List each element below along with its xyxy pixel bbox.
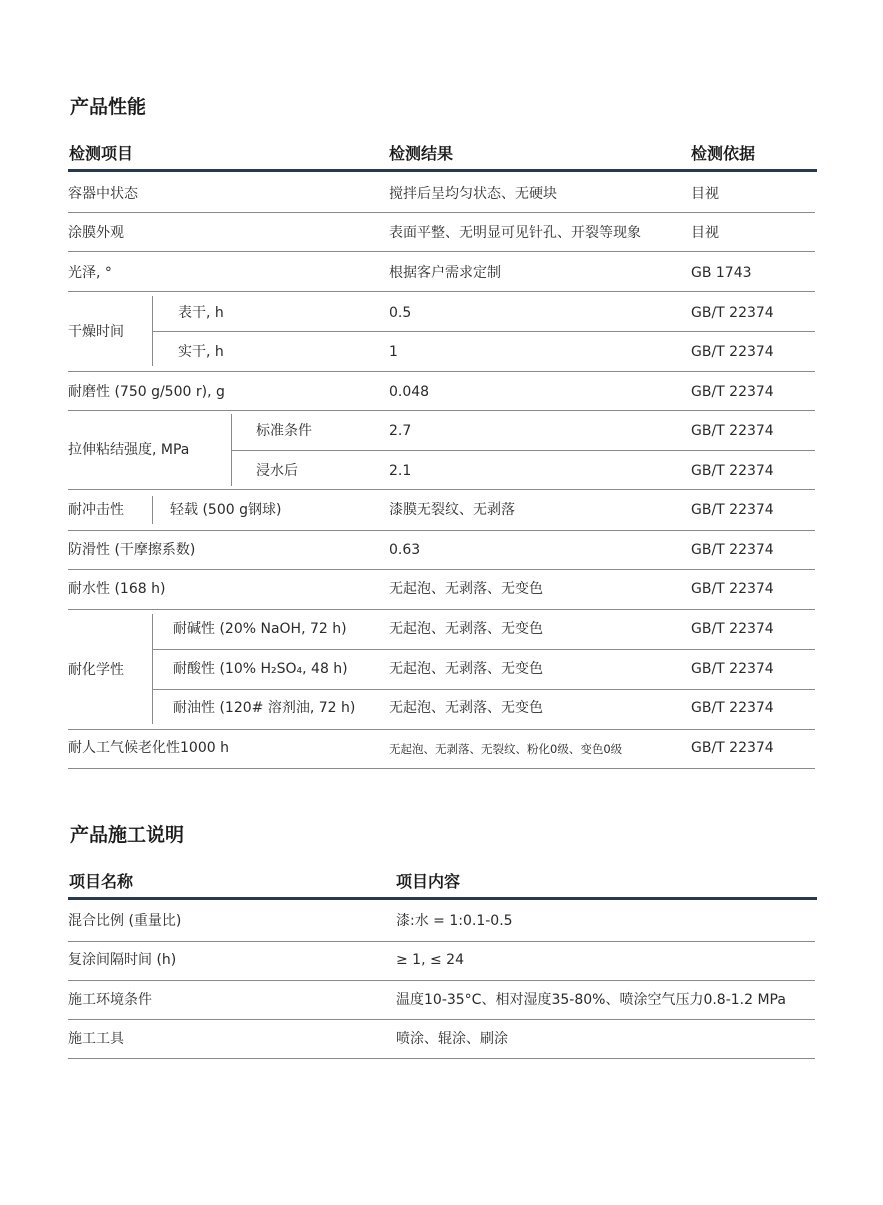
row-container-result: 搅拌后呈均匀状态、无硬块 [389,186,557,202]
row-water-item: 耐水性 (168 h) [68,581,166,597]
row-divider [68,410,815,411]
row-chemical-acid-basis: GB/T 22374 [691,661,774,677]
row-divider [68,1019,815,1020]
row-chemical-oil-result: 无起泡、无剥落、无变色 [389,700,543,716]
drying-divider [152,296,153,366]
row-divider [68,941,815,942]
row-tensile-soaked-result: 2.1 [389,463,412,479]
row-chemical-acid-result: 无起泡、无剥落、无变色 [389,661,543,677]
app-row-content: 漆:水 = 1:0.1-0.5 [396,913,513,929]
header-basis: 检测依据 [691,144,756,163]
row-impact-item: 耐冲击性 [68,502,124,518]
row-tensile-standard-result: 2.7 [389,423,412,439]
application-title: 产品施工说明 [70,824,185,846]
app-row-content: 温度10-35°C、相对湿度35-80%、喷涂空气压力0.8-1.2 MPa [396,992,786,1008]
row-divider [153,649,815,650]
row-divider [68,1058,815,1059]
row-weather-item: 耐人工气候老化性1000 h [68,740,229,756]
app-header-name: 项目名称 [69,872,134,891]
row-gloss-basis: GB 1743 [691,265,752,281]
row-divider [68,569,815,570]
performance-header-rule [68,169,817,172]
row-water-basis: GB/T 22374 [691,581,774,597]
row-divider [68,212,815,213]
row-divider [68,251,815,252]
application-header-rule [68,897,817,900]
row-divider [68,609,815,610]
row-drying-surface-sub: 表干, h [178,305,224,321]
row-film-result: 表面平整、无明显可见针孔、开裂等现象 [389,225,641,241]
app-header-content: 项目内容 [396,872,461,891]
app-row-content: 喷涂、辊涂、刷涂 [396,1031,508,1047]
row-chemical-alkali-basis: GB/T 22374 [691,621,774,637]
row-chemical-item: 耐化学性 [68,662,124,678]
row-tensile-soaked-sub: 浸水后 [256,463,298,479]
app-row-content: ≥ 1, ≤ 24 [396,952,464,968]
row-divider [153,331,815,332]
row-drying-hard-result: 1 [389,344,398,360]
row-slip-basis: GB/T 22374 [691,542,774,558]
row-slip-result: 0.63 [389,542,421,558]
app-row-name: 施工环境条件 [68,992,152,1008]
row-slip-item: 防滑性 (干摩擦系数) [68,542,196,558]
impact-divider [152,496,153,524]
header-result: 检测结果 [389,144,454,163]
row-impact-sub: 轻载 (500 g钢球) [170,502,282,518]
tensile-divider [231,414,232,486]
row-tensile-soaked-basis: GB/T 22374 [691,463,774,479]
row-film-basis: 目视 [691,225,719,241]
row-abrasion-item: 耐磨性 (750 g/500 r), g [68,384,225,400]
row-tensile-standard-basis: GB/T 22374 [691,423,774,439]
row-divider [68,768,815,769]
row-gloss-item: 光泽, ° [68,265,112,281]
row-weather-basis: GB/T 22374 [691,740,774,756]
row-divider [153,689,815,690]
row-container-item: 容器中状态 [68,186,138,202]
row-divider [68,489,815,490]
row-water-result: 无起泡、无剥落、无变色 [389,581,543,597]
row-drying-surface-result: 0.5 [389,305,412,321]
row-chemical-alkali-result: 无起泡、无剥落、无变色 [389,621,543,637]
row-divider [231,450,815,451]
row-film-item: 涂膜外观 [68,225,124,241]
row-tensile-standard-sub: 标准条件 [256,423,312,439]
row-abrasion-basis: GB/T 22374 [691,384,774,400]
row-drying-surface-basis: GB/T 22374 [691,305,774,321]
row-divider [68,729,815,730]
app-row-name: 施工工具 [68,1031,124,1047]
row-divider [68,371,815,372]
row-divider [68,291,815,292]
performance-title: 产品性能 [70,96,147,118]
row-chemical-alkali-sub: 耐碱性 (20% NaOH, 72 h) [173,621,347,637]
row-drying-hard-sub: 实干, h [178,344,224,360]
app-row-name: 复涂间隔时间 (h) [68,952,177,968]
row-container-basis: 目视 [691,186,719,202]
row-chemical-oil-sub: 耐油性 (120# 溶剂油, 72 h) [173,700,356,716]
row-weather-result: 无起泡、无剥落、无裂纹、粉化0级、变色0级 [389,742,623,756]
row-chemical-oil-basis: GB/T 22374 [691,700,774,716]
row-impact-basis: GB/T 22374 [691,502,774,518]
row-divider [68,980,815,981]
row-drying-item: 干燥时间 [68,324,124,340]
row-drying-hard-basis: GB/T 22374 [691,344,774,360]
row-impact-result: 漆膜无裂纹、无剥落 [389,502,515,518]
chemical-divider [152,614,153,724]
row-tensile-item: 拉伸粘结强度, MPa [68,442,190,458]
app-row-name: 混合比例 (重量比) [68,913,182,929]
header-item: 检测项目 [69,144,134,163]
row-divider [68,530,815,531]
row-chemical-acid-sub: 耐酸性 (10% H₂SO₄, 48 h) [173,661,348,677]
row-abrasion-result: 0.048 [389,384,430,400]
row-gloss-result: 根据客户需求定制 [389,265,501,281]
